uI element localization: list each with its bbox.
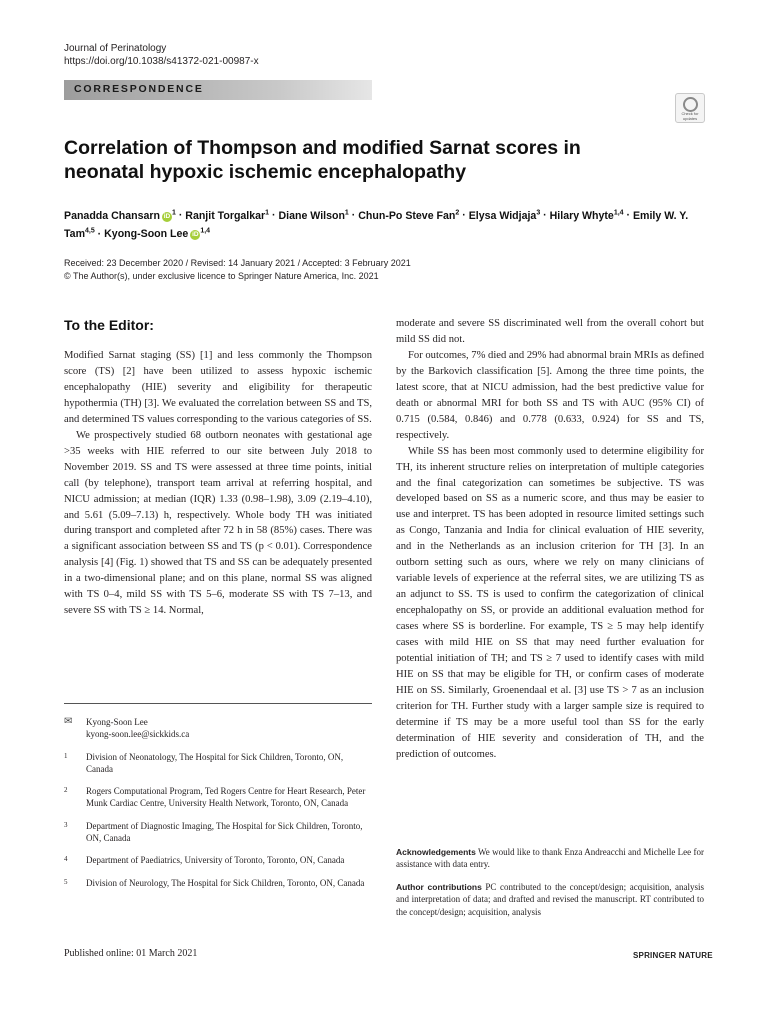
received-dates: Received: 23 December 2020 / Revised: 14 January 2021 / Accepted: 3 February 2021 — [64, 258, 411, 268]
author-affiliation-marker: 1,4 — [613, 209, 624, 216]
journal-doi[interactable]: https://doi.org/10.1038/s41372-021-00987-x — [64, 56, 259, 67]
article-title: Correlation of Thompson and modified Sarnat scores in neonatal hypoxic ischemic encephalopathy — [64, 137, 581, 183]
author-contributions-title: Author contributions — [396, 881, 482, 892]
author-affiliation-marker: 2 — [455, 209, 460, 216]
author-separator: · — [540, 209, 550, 222]
author[interactable] — [550, 210, 624, 222]
contact-email[interactable]: kyong-soon.lee@sickkids.ca — [86, 729, 190, 740]
author-name: Hilary Whyte — [549, 209, 614, 222]
author[interactable] — [358, 210, 459, 222]
footnotes — [64, 716, 372, 899]
corresponding-author — [64, 716, 372, 741]
journal-header — [64, 42, 259, 68]
orcid-icon[interactable]: iD — [163, 212, 171, 220]
author-separator: · — [94, 228, 105, 241]
copyright: © The Author(s), under exclusive licence to Springer Nature America, Inc. 2021 — [64, 270, 379, 281]
author-affiliation-marker: 1 — [171, 209, 176, 216]
author[interactable] — [279, 210, 349, 222]
author[interactable] — [64, 210, 176, 222]
section-label: CORRESPONDENCE — [74, 83, 204, 95]
author[interactable] — [104, 228, 210, 240]
author[interactable] — [469, 210, 541, 222]
author-contributions — [396, 881, 704, 918]
author-name: Kyong-Soon Lee — [104, 228, 189, 241]
body-column-right — [396, 316, 704, 763]
article-dates — [64, 257, 564, 282]
acknowledgements — [396, 846, 704, 871]
check-for-updates-badge[interactable] — [675, 93, 705, 123]
paragraph: For outcomes, 7% died and 29% had abnormal brain MRIs as defined by the Barkovich classification [5]. Among the three time points, the latest score, that at NICU admission, had the best predictive value for death or abnormal MRI for both SS and TS with AUC (95% CI) of 0.715 (0.584, 0.846) and 0.778 (0.633, 0.924) for SS and TS, respectively. — [396, 349, 704, 441]
author-separator: · — [623, 209, 633, 222]
section-heading: To the Editor: — [64, 317, 154, 333]
paragraph: Modified Sarnat staging (SS) [1] and less commonly the Thompson score (TS) [2] have been utilized to assess hypoxic ischemic encephalopathy (HIE) severity and eligibility for therapeutic hypothermia (TH) [3]. We evaluated the correlation between SS and TS, and determined TS values corresponding to the various categories of SS. — [64, 350, 372, 425]
author-separator: · — [269, 209, 279, 222]
section-label-bar — [64, 80, 372, 100]
affiliation: 3 Department of Diagnostic Imaging, The Hospital for Sick Children, Toronto, ON, Canada — [64, 820, 363, 844]
author-name: Panadda Chansarn — [64, 209, 160, 222]
author-name: Diane Wilson — [278, 209, 345, 222]
author-name: Ranjit Torgalkar — [185, 209, 266, 222]
paragraph: moderate and severe SS discriminated well from the overall cohort but mild SS did not. — [396, 318, 704, 345]
author[interactable] — [185, 210, 269, 222]
affiliation: 2 Rogers Computational Program, Ted Rogers Centre for Heart Research, Peter Munk Cardiac Centre, University Health Network, Toronto, ON, Canada — [64, 786, 366, 809]
crossmark-label: Check for updates — [681, 111, 699, 121]
journal-name: Journal of Perinatology — [64, 43, 167, 54]
author-affiliation-marker: 4,5 — [85, 227, 95, 235]
body-column-left — [64, 316, 372, 619]
published-date: Published online: 01 March 2021 — [64, 948, 198, 959]
affiliation: 1 Division of Neonatology, The Hospital for Sick Children, Toronto, ON, Canada — [64, 751, 344, 774]
affiliation: 5 Division of Neurology, The Hospital for Sick Children, Toronto, ON, Canada — [64, 877, 365, 888]
affiliation: 4 Department of Paediatrics, University of Toronto, Toronto, ON, Canada — [64, 855, 345, 866]
footnote-divider — [64, 703, 372, 704]
author-separator: · — [459, 209, 469, 222]
author-list — [64, 205, 709, 242]
contact-name: Kyong-Soon Lee — [86, 717, 148, 727]
publisher-logo: SPRINGER NATURE — [633, 951, 713, 960]
paragraph: While SS has been most commonly used to determine eligibility for TH, its inherent structure relies on interpretation of multiple categories and the final categorization can sometimes be subjective. TS was developed based on SS as a numeric score, and thus may be easier to use and interpret. TS has been adopted in resource limited settings such as Congo, Tanzania and India for clinical evaluation of HIE severity, and in the Netherlands as an inclusion criterion for TH [3]. In an outborn setting such as ours, where we rely on many clinicians of variable levels of experience at the referral sites, we are utilizing TS as an adjunct to SS. TS is used to confirm the categorization of clinical encephalopathy on SS, or provide an additional evaluation method for cases where SS is borderline. For example, TS ≥ 5 may help identify cases with mild HIE on SS that may need further evaluation for potential initiation of TH; and TS ≥ 7 used to identify cases with mild HIE on SS that may be eligible for TH, or confirm cases of moderate HIE on SS. Similarly, Groenendaal et al. [3] use TS > 7 as an inclusion criterion for TH. Further study with a larger sample size is required to determine if TS may be a more useful tool than SS for the early determination of HIE severity and consideration of TH, and the prediction of outcomes. — [396, 445, 704, 760]
envelope-icon: ✉ — [64, 716, 73, 727]
author-contributions-text: PC contributed to the concept/design; acquisition, analysis and interpretation of data; and drafted and revised the manuscript. RT contributed to the concept/design; acquisition, analysis — [396, 881, 705, 917]
author-separator: · — [348, 209, 359, 222]
author-name: Elysa Widjaja — [468, 209, 537, 222]
author-affiliation-marker: 1 — [265, 209, 270, 216]
orcid-icon[interactable]: iD — [192, 231, 199, 239]
author-name: Emily W. Y. Tam — [64, 209, 689, 241]
acknowledgements-title: Acknowledgements — [396, 847, 476, 857]
back-matter — [396, 846, 704, 928]
author-affiliation-marker: 1 — [344, 209, 349, 216]
paragraph: We prospectively studied 68 outborn neonates with gestational age >35 weeks with HIE referred to our site between July 2018 to November 2019. SS and TS were assessed at three time points, initial call (by telephone), transport team arrival at referring hospital, and NICU admission; at median (IQR) 1.33 (0.98–1.98), 3.09 (2.19–4.10), and 5.61 (5.09–7.13) h, respectively. Whole body TH was initiated during transport and completed after 72 h in 58 (85%) cases. There was a significant association between SS and TS (p < 0.01). Correspondence analysis [4] (Fig. 1) showed that TS and SS can be adequately presented in a two-dimensional plane; and on this plane, normal SS was aligned with TS 0–4, mild SS with TS 5–6, moderate SS with TS 7–13, and severe SS with TS ≥ 14. Normal, — [64, 429, 372, 617]
author-separator: · — [175, 209, 186, 222]
author-name: Chun-Po Steve Fan — [358, 209, 456, 222]
acknowledgements-text: We would like to thank Enza Andreacchi and Michelle Lee for assistance with data entry. — [396, 847, 704, 870]
author-affiliation-marker: 1,4 — [200, 227, 211, 235]
author-affiliation-marker: 3 — [536, 209, 541, 216]
crossmark-icon — [683, 97, 698, 112]
